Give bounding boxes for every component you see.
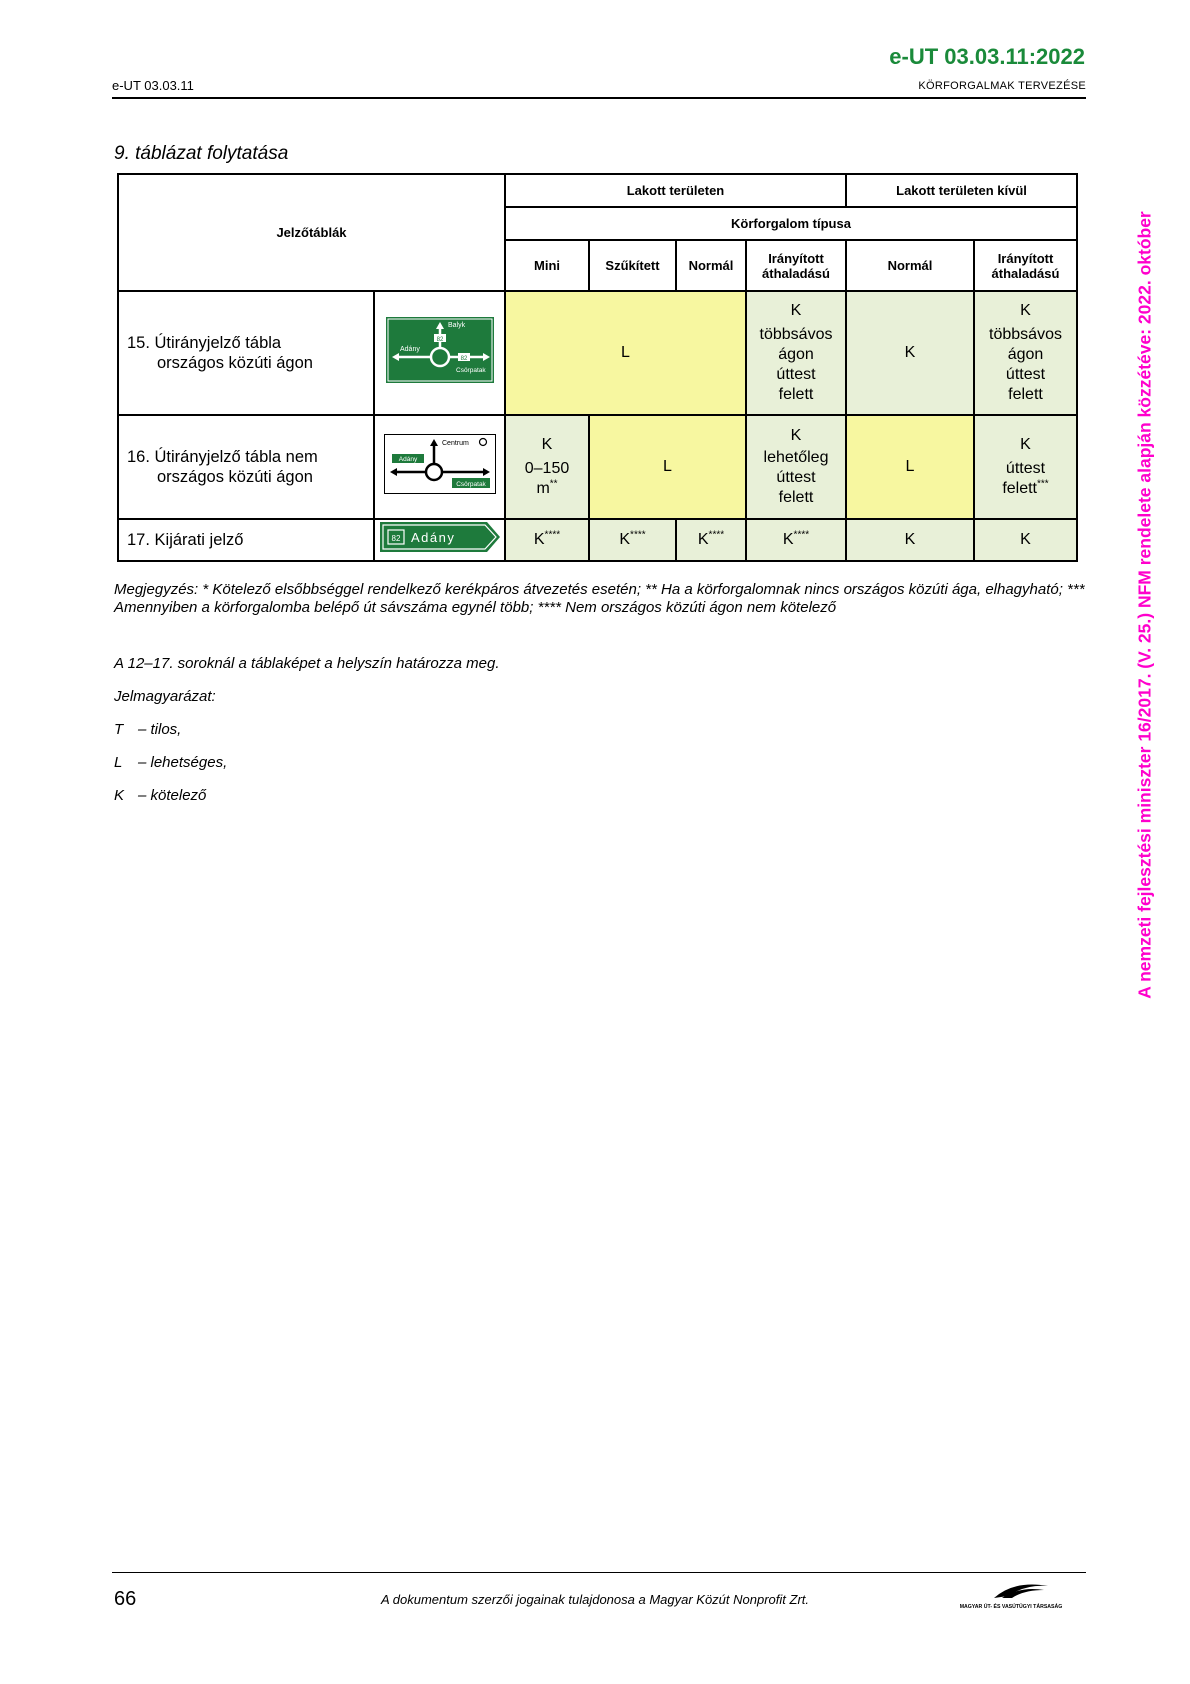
cell-merged: L: [505, 291, 746, 415]
document-code: e-UT 03.03.11:2022: [889, 44, 1085, 69]
table-row: [118, 415, 1077, 519]
sign-direction-national: [374, 291, 505, 415]
svg-text:Csörpatak: Csörpatak: [455, 481, 486, 488]
direction-sign-icon: [386, 317, 494, 383]
header-normal-outside: Normál: [846, 240, 974, 291]
row-label: 16. Útirányjelző tábla nem országos közúti ágon: [118, 415, 374, 519]
header-built-up: Lakott területen: [505, 174, 846, 207]
signs-table: [117, 173, 1078, 562]
svg-text:MAGYAR ÚT- ÉS VASÚTÜGYI TÁRSAS: MAGYAR ÚT- ÉS VASÚTÜGYI TÁRSASÁG: [959, 1604, 1063, 1610]
svg-text:82: 82: [460, 356, 467, 362]
cell-merged: L: [589, 415, 746, 519]
legend-title: Jelmagyarázat:: [114, 688, 216, 705]
cell-normal-outside: K: [846, 291, 974, 415]
header-normal: Normál: [676, 240, 746, 291]
svg-text:Balyk: Balyk: [447, 322, 465, 329]
cell-directed-outside: K úttest felett***: [974, 415, 1077, 519]
sign-direction-non-national: [374, 415, 505, 519]
organization-logo: [936, 1578, 1086, 1612]
header-mini: Mini: [505, 240, 589, 291]
row-label: 17. Kijárati jelző: [118, 519, 374, 561]
svg-text:82: 82: [391, 534, 400, 543]
direction-sign-icon: [384, 434, 496, 494]
svg-text:Adány: Adány: [399, 346, 420, 353]
legend-item: T – tilos,: [114, 721, 182, 738]
legend-item: L – lehetséges,: [114, 754, 228, 771]
svg-text:Centrum: Centrum: [441, 440, 469, 447]
cell-narrowed: K****: [589, 519, 676, 561]
header-directed-outside: Irányított áthaladású: [974, 240, 1077, 291]
cell-normal: K****: [676, 519, 746, 561]
table-caption: 9. táblázat folytatása: [114, 143, 289, 164]
cell-mini: K 0–150 m**: [505, 415, 589, 519]
header-narrowed: Szűkített: [589, 240, 676, 291]
header-outside: Lakott területen kívül: [846, 174, 1077, 207]
cell-normal-outside: L: [846, 415, 974, 519]
header-rule: [112, 97, 1086, 99]
cell-normal-outside: K: [846, 519, 974, 561]
cell-directed-outside: K többsávos ágon úttest felett: [974, 291, 1077, 415]
cell-mini: K****: [505, 519, 589, 561]
svg-text:Adány: Adány: [410, 530, 455, 545]
header-signs: Jelzőtáblák: [118, 174, 505, 291]
header-left-code: e-UT 03.03.11: [112, 78, 194, 93]
table-row: [118, 291, 1077, 415]
header-directed: Irányított áthaladású: [746, 240, 846, 291]
footer-rule: [112, 1572, 1086, 1573]
watermark-text: A nemzeti fejlesztési miniszter 16/2017. (V. 25.) NFM rendelete alapján közzétéve: 2022. október: [1134, 211, 1155, 999]
page-number: 66: [114, 1588, 137, 1610]
sign-exit: [374, 519, 505, 561]
rows-note: A 12–17. soroknál a táblaképet a helyszín határozza meg.: [114, 655, 500, 672]
cell-directed: K többsávos ágon úttest felett: [746, 291, 846, 415]
cell-directed: K lehetőleg úttest felett: [746, 415, 846, 519]
header-type: Körforgalom típusa: [505, 207, 1077, 240]
cell-directed: K****: [746, 519, 846, 561]
svg-text:Adány: Adány: [398, 456, 417, 463]
copyright-notice: A dokumentum szerzői jogainak tulajdonosa a Magyar Közút Nonprofit Zrt.: [380, 1592, 809, 1607]
table-remark: Megjegyzés: * Kötelező elsőbbséggel rendelkező kerékpáros átvezetés esetén; ** Ha a körforgalomnak nincs országos közúti ága, elhagyható; *** Amennyiben a körforgalomba belépő út sávszáma egynél több; **** Nem országos közúti ágon nem kötelező: [114, 581, 1085, 616]
exit-sign-icon: [379, 521, 501, 553]
header-section-title: KÖRFORGALMAK TERVEZÉSE: [918, 80, 1086, 92]
table-row: [118, 519, 1077, 561]
svg-text:Csörpatak: Csörpatak: [455, 367, 486, 374]
cell-directed-outside: K: [974, 519, 1077, 561]
svg-text:82: 82: [436, 337, 443, 343]
row-label: 15. Útirányjelző tábla országos közúti ágon: [118, 291, 374, 415]
legend-item: K – kötelező: [114, 787, 207, 804]
